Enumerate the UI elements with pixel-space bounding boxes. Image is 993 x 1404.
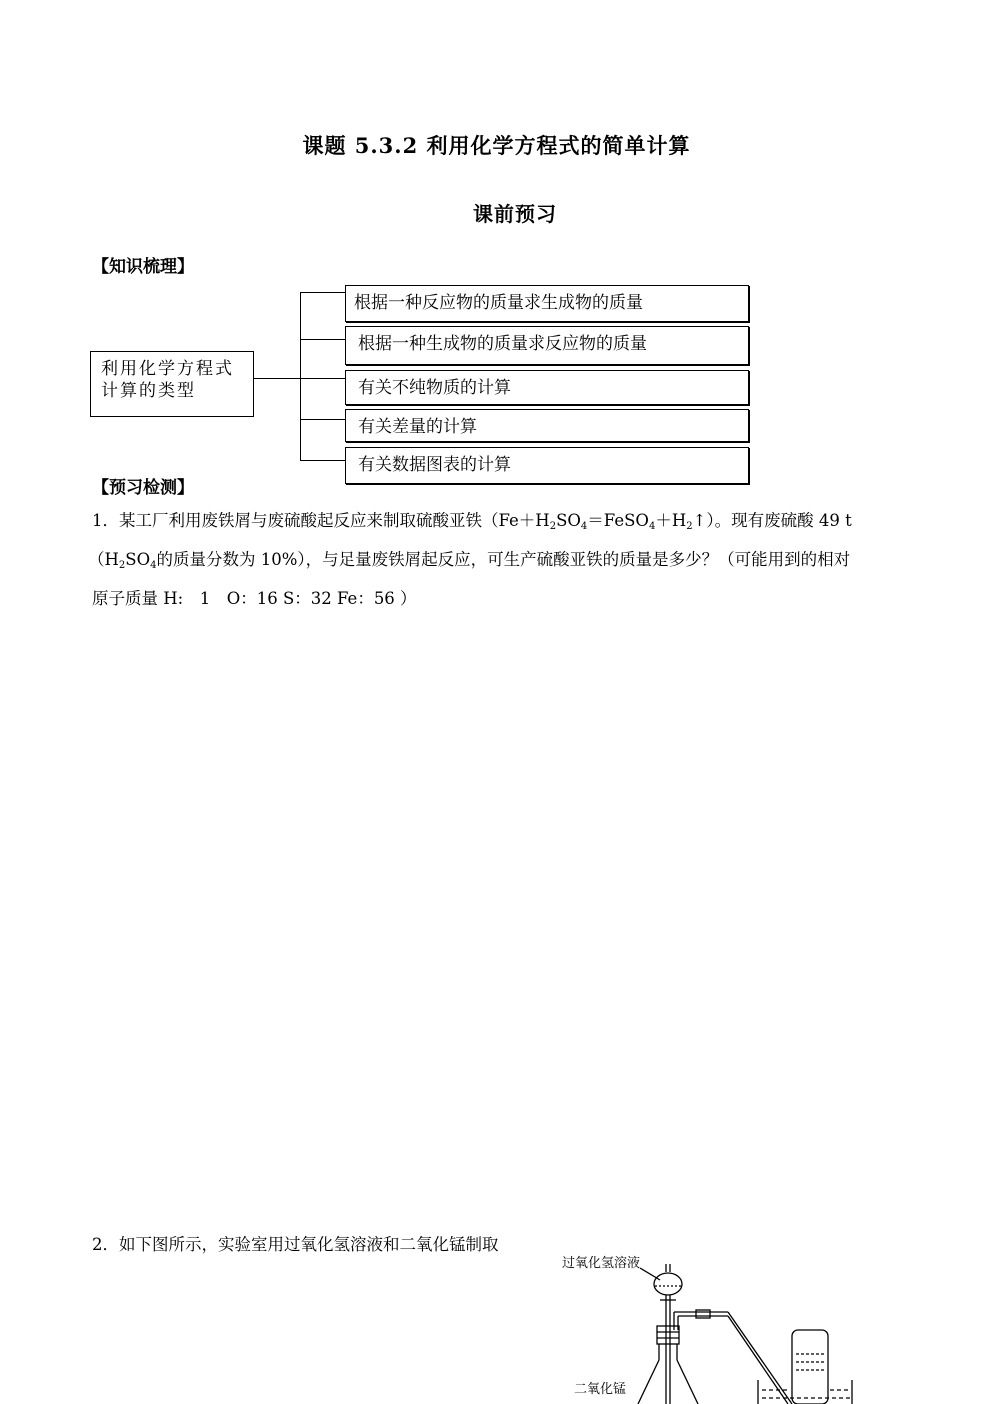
connector-line xyxy=(254,378,301,379)
section-heading-knowledge: 【知识梳理】 xyxy=(92,257,194,277)
label-manganese-dioxide: 二氧化锰 xyxy=(574,1382,627,1397)
apparatus-figure xyxy=(560,1250,870,1404)
diagram-main-box: 利用化学方程式计算的类型 xyxy=(90,351,254,417)
diagram-item: 有关数据图表的计算 xyxy=(345,447,749,484)
branch-line xyxy=(300,419,345,420)
section-heading-check: 【预习检测】 xyxy=(92,478,194,498)
question-2-text: 2．如下图所示，实验室用过氧化氢溶液和二氧化锰制取 xyxy=(92,1235,499,1254)
question-1-line-1: 1．某工厂利用废铁屑与废硫酸起反应来制取硫酸亚铁$(Fe+H_2SO_4=FeSO_4+H_2↑)$。现有废硫酸 49 t xyxy=(92,511,852,532)
section-subtitle: 课前预习 xyxy=(473,202,557,226)
branch-line xyxy=(300,378,345,379)
page-title: 课题 5.3.2 利用化学方程式的简单计算 xyxy=(302,133,691,158)
label-hydrogen-peroxide: 过氧化氢溶液 xyxy=(562,1256,641,1271)
branch-line xyxy=(300,339,345,340)
diagram-item: 有关不纯物质的计算 xyxy=(345,370,749,405)
diagram-item: 有关差量的计算 xyxy=(345,409,749,442)
question-1-line-3: 原子质量 H: 1 O：16 S：32 Fe：56 ） xyxy=(92,589,417,608)
diagram-item: 根据一种生成物的质量求反应物的质量 xyxy=(345,326,749,365)
question-1-line-2: （$H_2SO_4$的质量分数为 10%），与足量废铁屑起反应，可生产硫酸亚铁的质量是多少？（可能用到的相对 xyxy=(88,550,851,571)
bracket-line xyxy=(300,292,301,460)
branch-line xyxy=(300,292,345,293)
diagram-item: 根据一种反应物的质量求生成物的质量 xyxy=(345,285,749,322)
branch-line xyxy=(300,460,345,461)
apparatus-drawing xyxy=(560,1250,870,1404)
